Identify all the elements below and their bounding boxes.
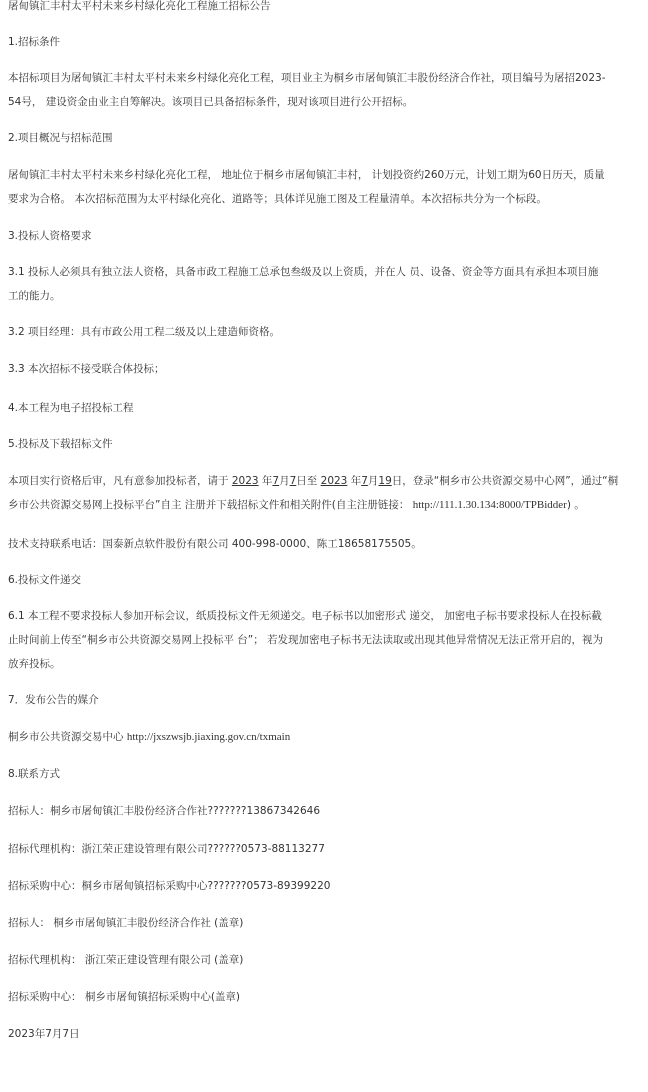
start-day: 7 (289, 475, 297, 487)
section-3-1-line-1: 3.1 投标人必须具有独立法人资格，具备市政工程施工总承包叁级及以上资质，并在人 员、设备、资金等方面具有承担本项目施 (8, 266, 599, 278)
section-3-1 (8, 260, 640, 308)
end-year: 2023 (320, 475, 348, 487)
announcement-date: 2023年7月7日 (8, 1028, 80, 1040)
publication-media (8, 725, 640, 749)
end-day: 19 (378, 475, 392, 487)
section-2-line-1: 屠甸镇汇丰村太平村未来乡村绿化亮化工程， 地址位于桐乡市屠甸镇汇丰村， 计划投资约260万元，计划工期为60日历天，质量 (8, 169, 605, 181)
tech-support-contact: 技术支持联系电话：国泰新点软件股份有限公司 400-998-0000、陈工18658175505。 (8, 538, 422, 550)
section-3-2: 3.2 项目经理：具有市政公用工程二级及以上建造师资格。 (8, 326, 281, 338)
start-month: 7 (272, 475, 280, 487)
section-6-heading: 6.投标文件递交 (8, 574, 82, 586)
section-6-line-3: 放弃投标。 (8, 658, 61, 670)
section-5-line-1-tail: 日，登录“桐乡市公共资源交易中心网”，通过“桐 (391, 475, 619, 487)
section-5-heading: 5.投标及下载招标文件 (8, 438, 113, 450)
publication-media-link[interactable]: http://jxszwsjb.jiaxing.gov.cn/txmain (126, 731, 291, 743)
section-2-body (8, 163, 640, 211)
end-month: 7 (361, 475, 368, 487)
section-3-heading: 3.投标人资格要求 (8, 230, 92, 242)
contact-tenderer: 招标人：桐乡市屠甸镇汇丰股份经济合作社???????13867342646 (8, 805, 320, 817)
section-7-heading: 7．发布公告的媒介 (8, 694, 99, 706)
start-day-unit: 日至 (296, 475, 321, 487)
section-5-line-1-lead: 本项目实行资格后审，凡有意参加投标者，请于 (8, 475, 232, 487)
section-8-heading: 8.联系方式 (8, 768, 61, 780)
section-3-1-line-2: 工的能力。 (8, 290, 61, 302)
document-title: 屠甸镇汇丰村太平村未来乡村绿化亮化工程施工招标公告 (8, 0, 271, 12)
section-3-3: 3.3 本次招标不接受联合体投标； (8, 363, 165, 375)
section-2-heading: 2.项目概况与招标范围 (8, 132, 113, 144)
section-5-line-2-tail: ) 。 (566, 499, 585, 511)
section-5-line-2 (8, 493, 640, 517)
contact-procurement-center: 招标采购中心：桐乡市屠甸镇招标采购中心???????0573-89399220 (8, 880, 331, 892)
contact-agency: 招标代理机构：浙江荣正建设管理有限公司??????0573-88113277 (8, 843, 325, 855)
section-1-line-2: 54号， 建设资金由业主自筹解决。该项目已具备招标条件，现对该项目进行公开招标。 (8, 96, 414, 108)
start-month-unit: 月 (279, 475, 290, 487)
section-2-line-2: 要求为合格。 本次招标范围为太平村绿化亮化、道路等；具体详见施工图及工程量清单。本次招标共分为一个标段。 (8, 193, 547, 205)
section-5-line-1 (8, 469, 640, 493)
end-year-unit: 年 (347, 475, 362, 487)
seal-procurement-center: 招标采购中心： 桐乡市屠甸镇招标采购中心(盖章) (8, 991, 241, 1003)
section-5-body (8, 469, 640, 517)
seal-agency: 招标代理机构： 浙江荣正建设管理有限公司 (盖章) (8, 954, 244, 966)
section-1-body (8, 66, 640, 114)
section-6-line-1: 6.1 本工程不要求投标人参加开标会议，纸质投标文件无须递交。电子标书以加密形式 递交， 加密电子标书要求投标人在投标截 (8, 610, 602, 622)
section-6-line-2: 止时间前上传至“桐乡市公共资源交易网上投标平 台”； 若发现加密电子标书无法读取或出现其他异常情况无法正常开启的，视为 (8, 634, 604, 646)
publication-media-label: 桐乡市公共资源交易中心 (8, 731, 127, 743)
seal-tenderer: 招标人： 桐乡市屠甸镇汇丰股份经济合作社 (盖章) (8, 917, 244, 929)
section-5-line-2-lead: 乡市公共资源交易网上投标平台”自主 注册并下载招标文件和相关附件(自主注册链接： (8, 499, 413, 511)
start-year-unit: 年 (258, 475, 273, 487)
section-1-line-1: 本招标项目为屠甸镇汇丰村太平村未来乡村绿化亮化工程，项目业主为桐乡市屠甸镇汇丰股份经济合作社，项目编号为屠招2023- (8, 72, 606, 84)
start-year: 2023 (231, 475, 259, 487)
section-4-heading: 4.本工程为电子招投标工程 (8, 402, 134, 414)
end-month-unit: 月 (367, 475, 379, 487)
registration-link[interactable]: http://111.1.30.134:8000/TPBidder (412, 499, 567, 511)
section-6-body (8, 604, 640, 676)
section-1-heading: 1.招标条件 (8, 36, 61, 48)
